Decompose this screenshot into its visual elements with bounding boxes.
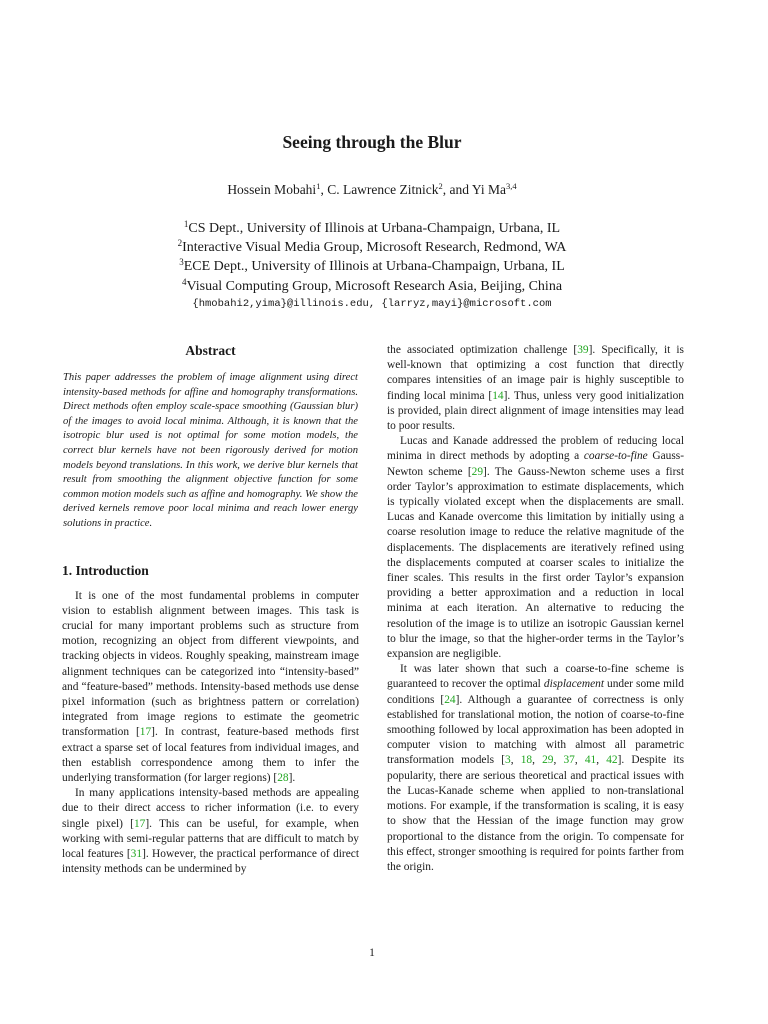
citation-link[interactable]: 18	[520, 754, 533, 767]
author-name: Hossein Mobahi	[227, 182, 317, 197]
author-name: Yi Ma	[471, 182, 507, 197]
author-affiliation-marker: 3,4	[506, 181, 517, 191]
citation-link[interactable]: 29	[542, 754, 554, 767]
right-column	[387, 343, 684, 875]
paper-title: Seeing through the Blur	[282, 132, 462, 152]
emphasis: displacement	[543, 678, 604, 691]
emphasis: coarse-to-fine	[583, 450, 648, 463]
citation-link[interactable]: 3	[505, 754, 511, 767]
page-number: 1	[369, 947, 375, 959]
citation-link[interactable]: 17	[139, 726, 152, 739]
citation-link[interactable]: 14	[492, 389, 504, 402]
affiliation: $^2$Interactive Visual Media Group, Microsoft Research, Redmond, WA	[177, 238, 567, 256]
author-affiliation-marker: 1	[316, 181, 321, 191]
citation-link[interactable]: 28	[277, 771, 289, 784]
citation-link[interactable]: 37	[563, 754, 575, 767]
citation-link[interactable]: 39	[577, 344, 589, 356]
left-column-body	[62, 589, 359, 878]
body-paragraph: Lucas and Kanade addressed the problem of reducing local minima in direct methods by adopting a coarse-to-fine Gauss-Newton scheme [29]. The Gauss-Newton scheme uses a first order Taylor’s approximation to estimate displacements, which is typically violated except when the displacements are small. Lucas and Kanade overcome this limitation by initially using a coarse resolution image to reduce the relative magnitude of the displacements. The displacements are iteratively refined using the displacements computed at coarser scales to initialize the finer scales. This results in the first order Taylor’s expansion providing a better approximation and a reduction in local minima at each iteration. An alternative to reducing the resolution of the image is to utilize an isotropic Gaussian kernel to blur the image, so that the higher-order terms in the Taylor’s expansion are negligible.	[387, 435, 685, 661]
body-paragraph: It was later shown that such a coarse-to-fine scheme is guaranteed to recover the optimal displacement under some mild conditions [24]. Although a guarantee of correctness is only established for translational motion, the notion of coarse-to-fine smoothing followed by local approximation has been adopted in computer vision to matching with almost all parametric transformation models [3, 18, 29, 37, 41, 42]. Despite its popularity, there are serious theoretical and practical issues with the Lucas-Kanade scheme when applied to non-translational motions. For example, if the transformation is scaling, it is easy to show that the Hessian of the image function may grow proportional to the distance from the origin. To compensate for this effect, stronger smoothing is required for points farther from the origin.	[387, 663, 685, 873]
body-paragraph: In many applications intensity-based methods are appealing due to their direct access to richer information (i.e. to every single pixel) [17]. This can be useful, for example, when working with semi-regular patterns that are difficult to match by local features [31]. However, the practical performance of direct intensity methods can be undermined by	[62, 787, 360, 876]
abstract-heading: Abstract	[185, 343, 236, 358]
affiliation: $^4$Visual Computing Group, Microsoft Research Asia, Beijing, China	[181, 276, 563, 294]
citation-link[interactable]: 41	[584, 754, 597, 767]
affiliation-list	[0, 219, 744, 312]
author-list: Hossein Mobahi$^1$, C. Lawrence Zitnick$^2$, and Yi Ma$^{3,4}$	[227, 181, 517, 197]
body-paragraph: It is one of the most fundamental problems in computer vision to establish alignment between images. This task is crucial for many important problems such as structure from motion, recognizing an object from different viewpoints, and tracking objects in videos. Roughly speaking, mainstream image alignment techniques can be categorized into “intensity-based” and “feature-based” methods. Intensity-based methods use dense pixel information (such as brightness pattern or correlation) integrated from image regions to estimate the geometric transformation [17]. In contrast, feature-based methods first extract a sparse set of local features from individual images, and then establish correspondence among them to infer the underlying transformation (for larger regions) [28].	[62, 589, 360, 784]
affiliation: $^3$ECE Dept., University of Illinois at Urbana-Champaign, Urbana, IL	[179, 257, 565, 275]
section-heading-introduction: 1. Introduction	[62, 562, 149, 578]
abstract-text: This paper addresses the problem of image alignment using direct intensity-based methods for affine and homography transformations. Direct methods often employ scale-space smoothing (Gaussian blur) of the images to avoid local minima. Although, it is known that the isotropic blur used is not optimal for some motion models, the correct blur kernels have not been rigorously derived for motion models beyond translations. In this work, we derive blur kernels that result from smoothing the alignment objective function for some common motion models such as affine and homography. We show the derived kernels remove poor local minima and reach lower energy solutions in practice.	[63, 372, 358, 529]
citation-link[interactable]: 17	[133, 817, 146, 830]
author-name: C. Lawrence Zitnick	[327, 182, 439, 197]
citation-link[interactable]: 42	[606, 754, 618, 767]
author-emails: {hmobahi2,yima}@illinois.edu, {larryz,mayi}@microsoft.com	[192, 297, 552, 310]
author-affiliation-marker: 2	[438, 181, 443, 191]
affiliation: $^1$CS Dept., University of Illinois at Urbana-Champaign, Urbana, IL	[183, 219, 561, 236]
citation-link[interactable]: 24	[444, 693, 456, 706]
left-column	[62, 343, 359, 877]
right-column-body	[387, 343, 684, 875]
citation-link[interactable]: 31	[130, 847, 143, 860]
citation-link[interactable]: 29	[471, 465, 484, 478]
body-paragraph: the associated optimization challenge [39]. Specifically, it is well-known that optimizing a cost function that directly compares intensities of an image pair is highly susceptible to finding local minima [14]. Thus, unless very good initialization is provided, plain direct alignment of image intensities may lead to poor results.	[387, 344, 684, 433]
